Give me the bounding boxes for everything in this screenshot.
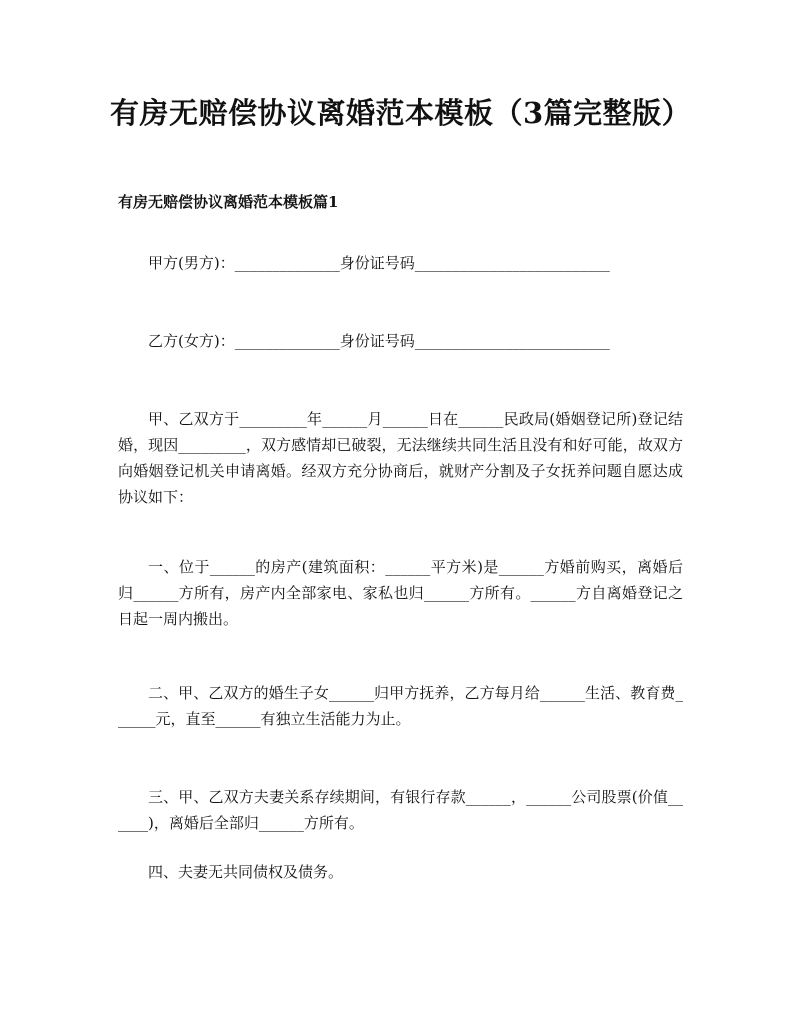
- clause-2-paragraph: 二、甲、乙双方的婚生子女______归甲方抚养，乙方每月给______生活、教育费______元，直至______有独立生活能力为止。: [118, 684, 683, 728]
- clause-3-paragraph: 三、甲、乙双方夫妻关系存续期间，有银行存款______，______公司股票(价值______)，离婚后全部归______方所有。: [118, 788, 683, 832]
- preamble-paragraph: 甲、乙双方于_________年______月______日在______民政局(婚姻登记所)登记结婚，现因_________，双方感情却已破裂，无法继续共同生活且没有和好可能，故双方向婚姻登记机关申请离婚。经双方充分协商后，就财产分割及子女抚养问题自愿达成协议如下：: [118, 410, 683, 506]
- clause-4-paragraph: 四、夫妻无共同债权及债务。: [148, 863, 344, 881]
- document-title: 有房无赔偿协议离婚范本模板（3篇完整版）: [110, 96, 692, 130]
- section-heading: 有房无赔偿协议离婚范本模板篇1: [118, 193, 339, 211]
- clause-1-paragraph: 一、位于______的房产(建筑面积：______平方米)是______方婚前购买，离婚后归______方所有，房产内全部家电、家私也归______方所有。______方自离婚登记之日起一周内搬出。: [118, 558, 683, 628]
- party-b-line: 乙方(女方)：______________身份证号码__________________________: [148, 332, 610, 350]
- party-a-line: 甲方(男方)：______________身份证号码__________________________: [148, 254, 610, 272]
